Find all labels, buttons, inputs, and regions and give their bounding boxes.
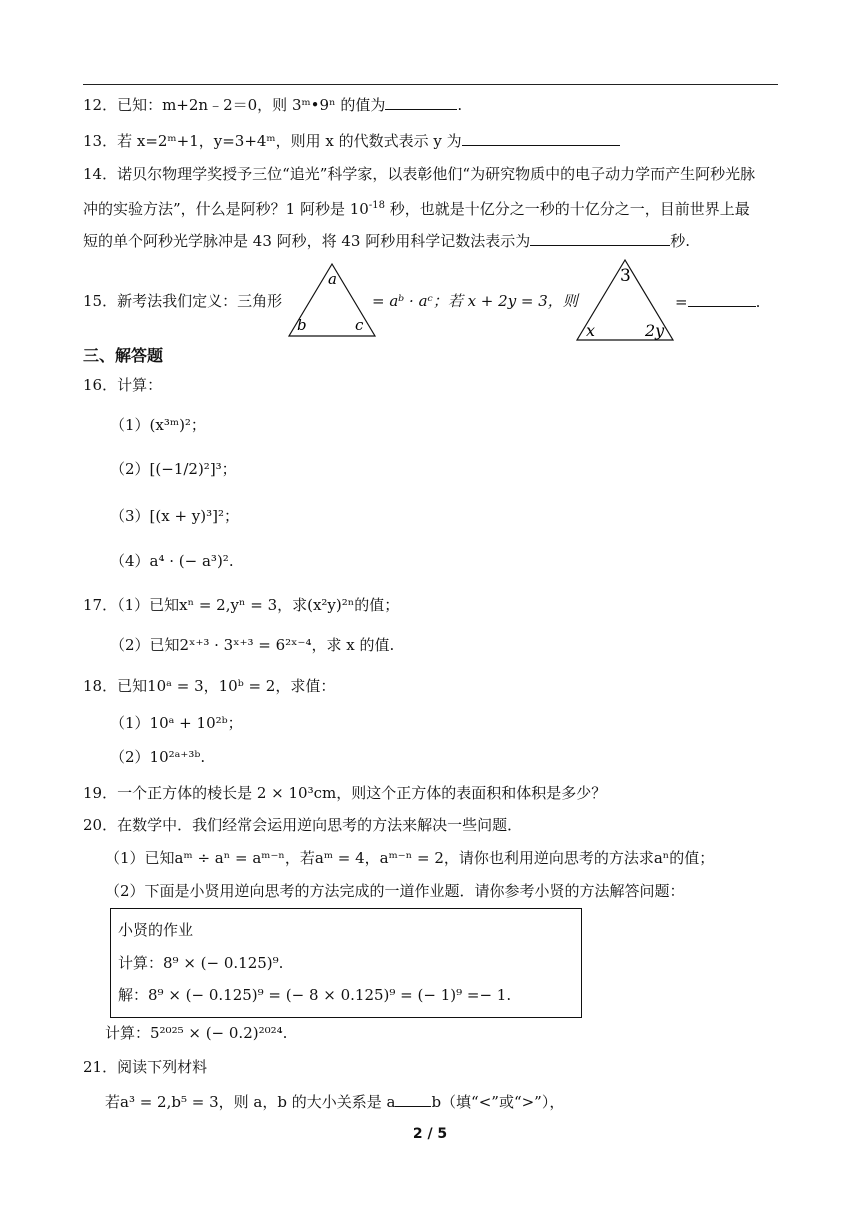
answer-blank xyxy=(688,290,756,307)
question-14-line1: 14．诺贝尔物理学奖授予三位“追光”科学家，以表彰他们“为研究物质中的电子动力学而产生阿秒光脉 xyxy=(83,165,756,183)
question-15-prefix: 15．新考法我们定义：三角形 xyxy=(83,292,283,310)
section-heading: 三、解答题 xyxy=(83,346,164,365)
question-16-part3: （3）[(x + y)³]²； xyxy=(110,507,240,525)
question-21-line: 若a³ = 2,b⁵ = 3，则 a，b 的大小关系是 a b（填“<”或“>”）， xyxy=(105,1090,564,1113)
question-15-answer: = . xyxy=(675,290,760,313)
question-15-definition: = aᵇ · aᶜ；若 x + 2y = 3，则 xyxy=(372,292,578,310)
question-20-part2: （2）下面是小贤用逆向思考的方法完成的一道作业题．请你参考小贤的方法解答问题： xyxy=(105,882,685,900)
answer-blank xyxy=(385,93,457,110)
homework-title: 小贤的作业 xyxy=(118,921,194,939)
question-20-title: 20．在数学中．我们经常会运用逆向思考的方法来解决一些问题． xyxy=(83,816,523,834)
question-16-part4: （4）a⁴ · (− a³)². xyxy=(110,552,234,570)
question-12: 12．已知：m+2n﹣2＝0，则 3ᵐ•9ⁿ 的值为 . xyxy=(83,93,462,116)
homework-calc: 计算：8⁹ × (− 0.125)⁹. xyxy=(118,954,284,972)
question-18-title: 18．已知10ᵃ = 3，10ᵇ = 2，求值： xyxy=(83,677,336,695)
triangle-right-label: c xyxy=(355,316,364,334)
question-14-line3: 短的单个阿秒光学脉冲是 43 阿秒，将 43 阿秒用科学记数法表示为 秒. xyxy=(83,229,690,252)
answer-blank xyxy=(395,1090,431,1107)
page-number: 2 / 5 xyxy=(412,1126,448,1142)
question-20-part1: （1）已知aᵐ ÷ aⁿ = aᵐ⁻ⁿ，若aᵐ = 4，aᵐ⁻ⁿ = 2，请你也利用逆向思考的方法求aⁿ的值； xyxy=(105,849,715,867)
triangle-left-label: x xyxy=(586,321,596,340)
triangle-left-label: b xyxy=(297,316,307,334)
question-20-task: 计算：5²⁰²⁵ × (− 0.2)²⁰²⁴. xyxy=(105,1024,288,1042)
question-21-title: 21．阅读下列材料 xyxy=(83,1058,208,1076)
answer-blank xyxy=(530,229,670,246)
question-18-part1: （1）10ᵃ + 10²ᵇ； xyxy=(110,714,243,732)
triangle-definition xyxy=(287,260,377,340)
q13-text: 13．若 x=2ᵐ+1，y=3+4ᵐ，则用 x 的代数式表示 y 为 xyxy=(83,132,462,150)
question-16-part1: （1）(x³ᵐ)²； xyxy=(110,416,206,434)
triangle-top-label: 3 xyxy=(620,266,631,286)
question-19: 19．一个正方体的棱长是 2 × 10³cm，则这个正方体的表面积和体积是多少？ xyxy=(83,784,607,802)
homework-solution: 解：8⁹ × (− 0.125)⁹ = (− 8 × 0.125)⁹ = (− 1)⁹ =− 1. xyxy=(118,986,512,1004)
answer-blank xyxy=(462,129,620,146)
question-17-part2: （2）已知2ˣ⁺³ · 3ˣ⁺³ = 6²ˣ⁻⁴，求 x 的值. xyxy=(110,636,395,654)
question-17-part1: 17．（1）已知xⁿ = 2,yⁿ = 3，求(x²y)²ⁿ的值； xyxy=(83,596,400,614)
header-rule xyxy=(83,84,778,85)
question-13 xyxy=(83,129,620,152)
q12-text: 12．已知：m+2n﹣2＝0，则 3ᵐ•9ⁿ 的值为 xyxy=(83,96,386,114)
triangle-right-label: 2y xyxy=(645,321,665,340)
question-16-part2: （2）[(−1/2)²]³； xyxy=(110,460,237,478)
question-16-title: 16．计算： xyxy=(83,376,163,394)
triangle-question xyxy=(575,257,675,343)
question-14-line2: 冲的实验方法”，什么是阿秒？1 阿秒是 $10^{-18}$ 秒，也就是十亿分之一秒的十亿分之一，目前世界上最 xyxy=(83,200,750,218)
triangle-top-label: a xyxy=(328,270,337,288)
question-18-part2: （2）10²ᵃ⁺³ᵇ. xyxy=(110,748,206,766)
